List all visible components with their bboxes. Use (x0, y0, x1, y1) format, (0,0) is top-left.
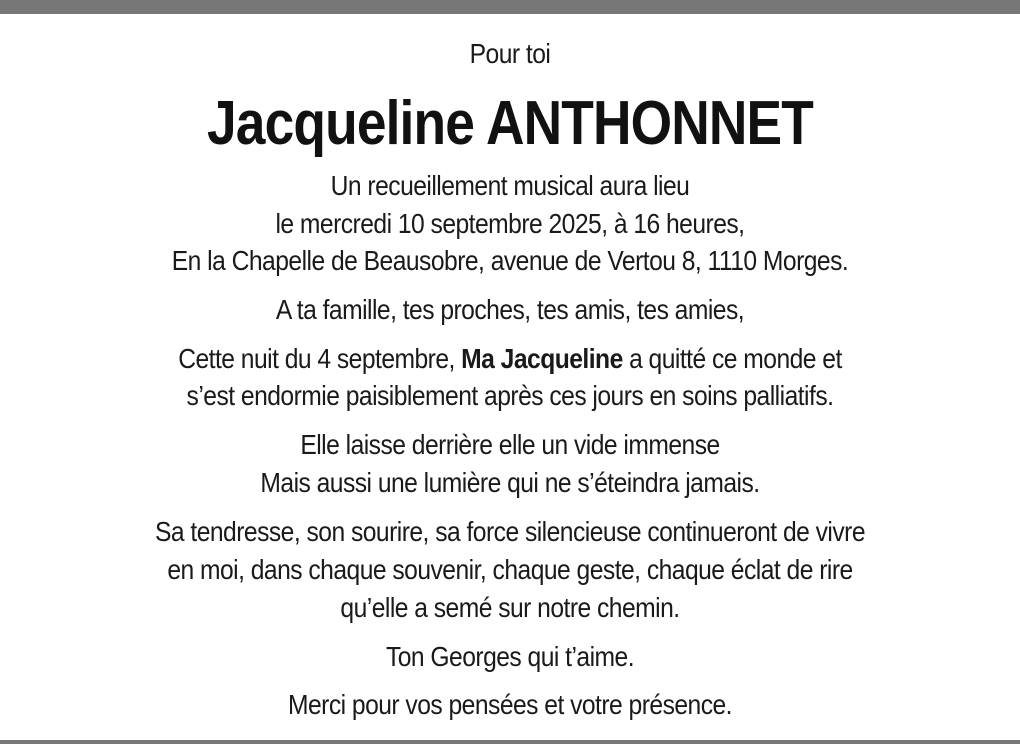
deceased-name: Jacqueline ANTHONNET (207, 89, 813, 158)
memory-line-1: Sa tendresse, son sourire, sa force silencieuse continueront de vivre (154, 516, 866, 547)
thanks-line: Merci pour vos pensées et votre présence. (287, 689, 733, 720)
memory-line-2: en moi, dans chaque souvenir, chaque geste, chaque éclat de rire (167, 554, 853, 585)
ceremony-line-1: Un recueillement musical aura lieu (330, 170, 690, 201)
legacy-line-1: Elle laisse derrière elle un vide immense (300, 429, 720, 460)
memory-line-3: qu’elle a semé sur notre chemin. (340, 592, 680, 623)
bottom-border-bar (0, 740, 1020, 744)
legacy-line-2: Mais aussi une lumière qui ne s’éteindra jamais. (260, 467, 760, 498)
ceremony-line-3: En la Chapelle de Beausobre, avenue de Vertou 8, 1110 Morges. (171, 245, 849, 276)
top-border-bar (0, 0, 1020, 14)
passing-bold-name: Ma Jacqueline (461, 343, 623, 374)
signature: Ton Georges qui t’aime. (385, 641, 635, 672)
obituary-notice (0, 14, 1020, 740)
passing-line-2: s’est endormie paisiblement après ces jours en soins palliatifs. (186, 380, 834, 411)
ceremony-line-2: le mercredi 10 septembre 2025, à 16 heures, (275, 208, 745, 239)
passing-line-1 (61, 340, 959, 378)
intro-text: Pour toi (469, 38, 551, 69)
address-line: A ta famille, tes proches, tes amis, tes amies, (275, 294, 745, 325)
passing-prefix: Cette nuit du 4 septembre, (178, 343, 462, 374)
passing-suffix: a quitté ce monde et (622, 343, 842, 374)
